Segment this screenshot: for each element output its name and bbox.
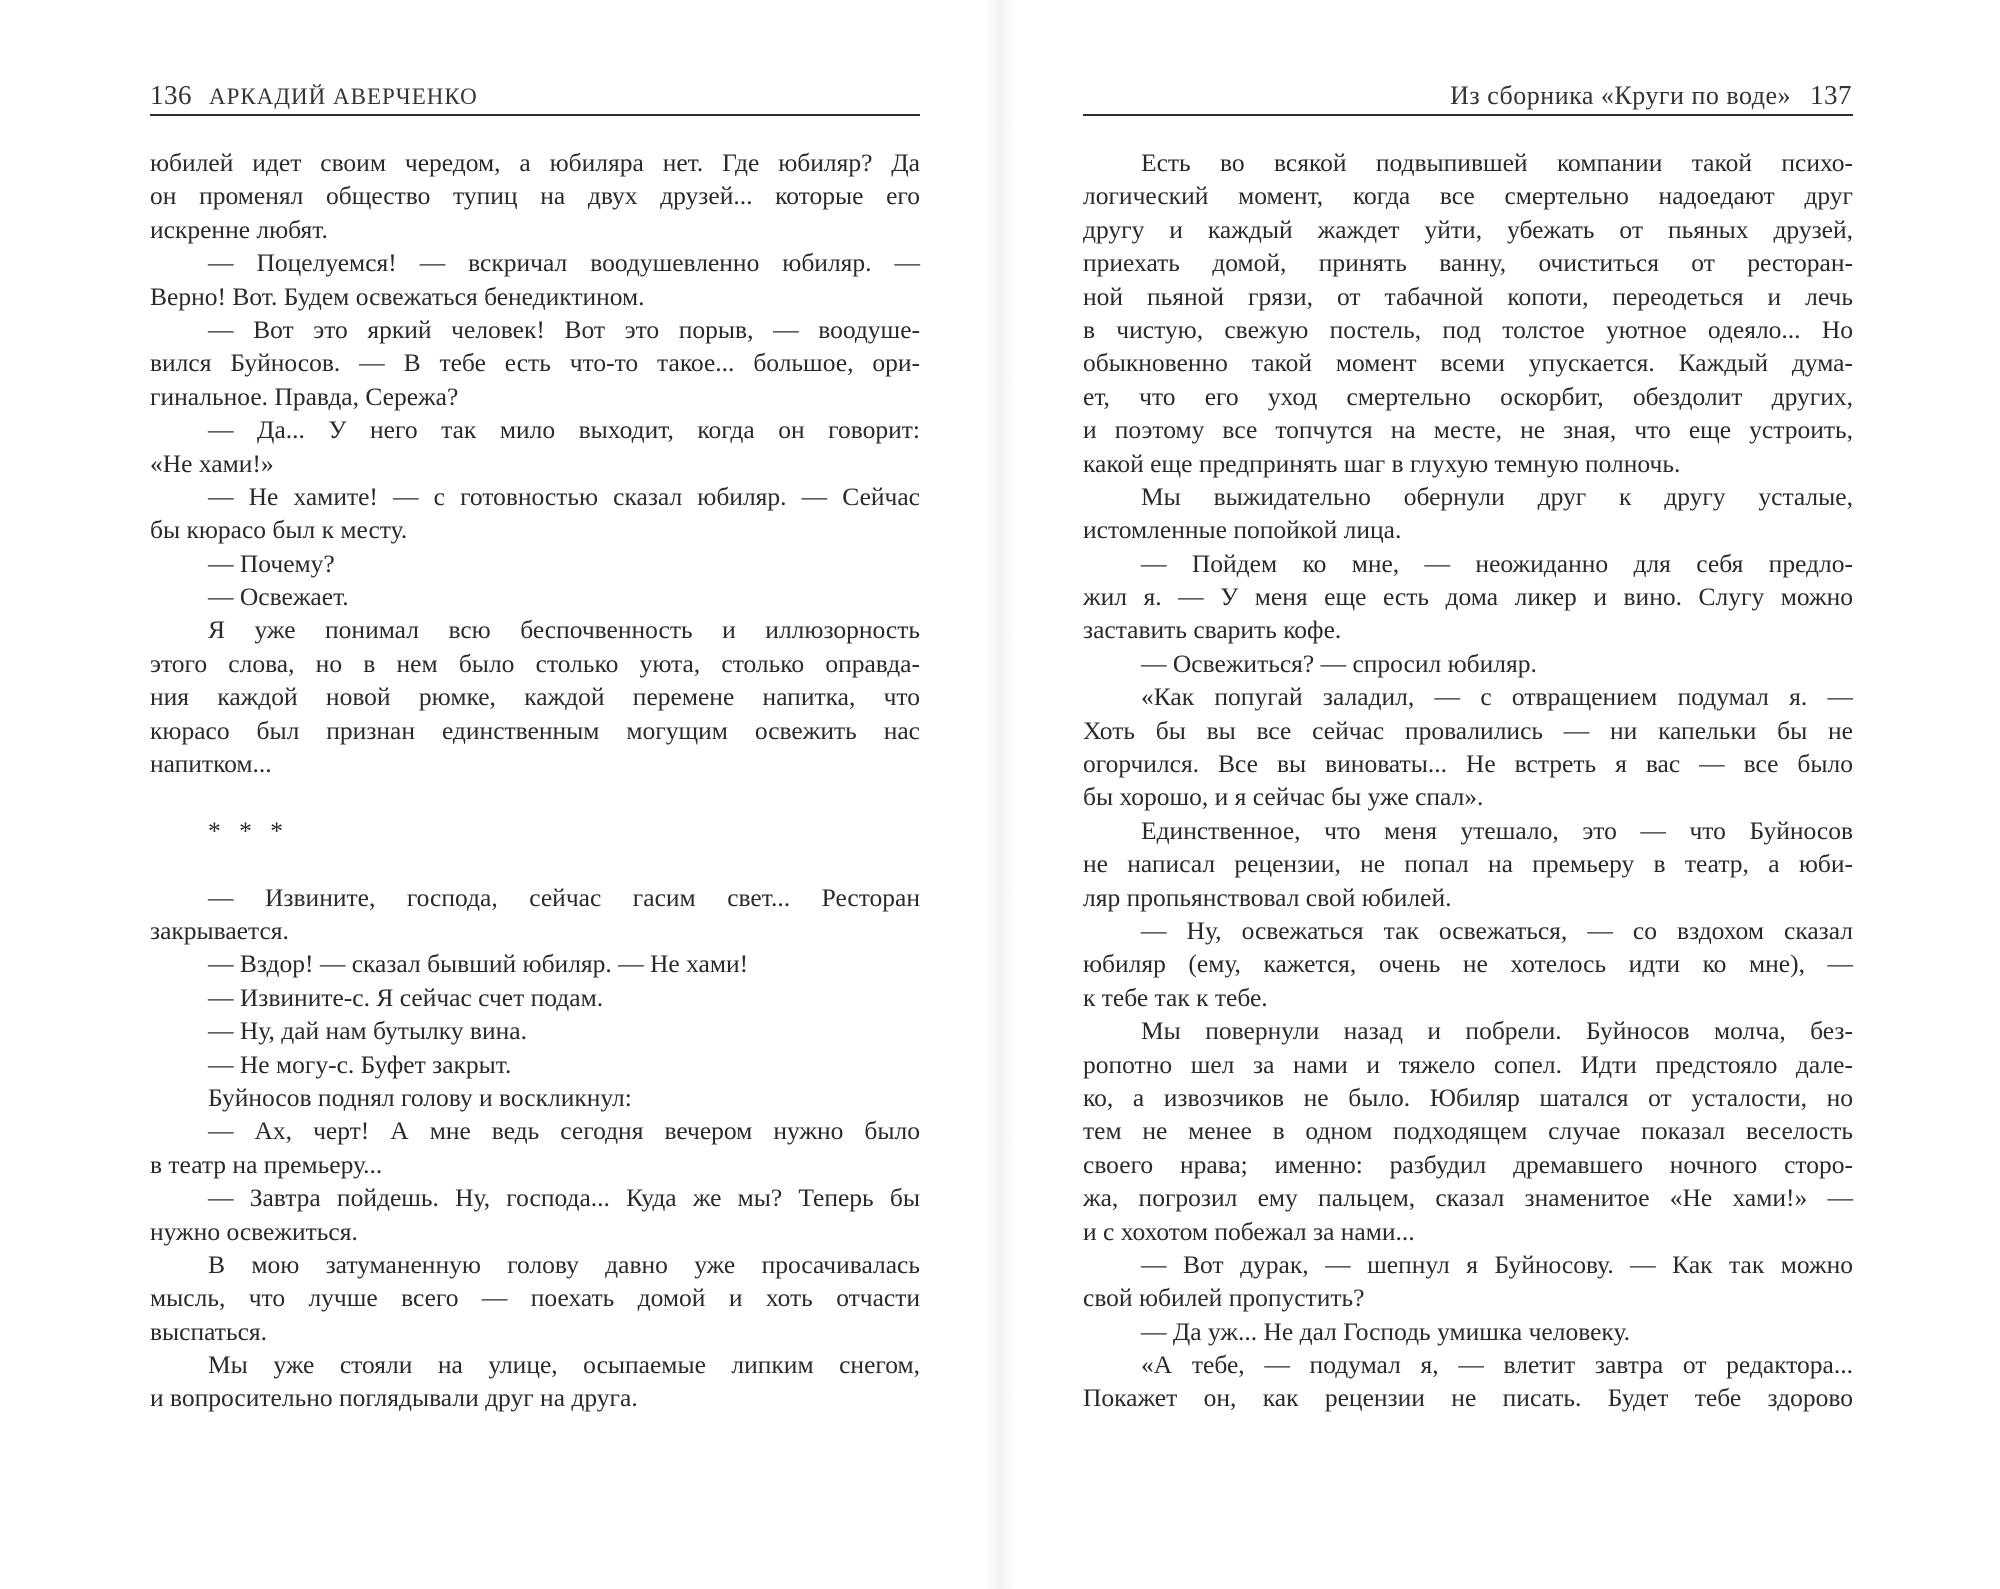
text-line: — Поцелуемся! — вскричал воодушевленно юбиляр. — [208,248,920,278]
page-text [150,146,920,1415]
right-page [1000,0,2000,1589]
text-line: Есть во всякой подвыпившей компании такой психо- [1141,148,1853,177]
text-line: Хоть бы вы все сейчас провалились — ни капельки бы не [1083,715,1853,745]
text-line: юбиляр (ему, кажется, очень не хотелось идти ко мне), — [1083,949,1853,979]
text-line: Мы уже стояли на улице, осыпаемые липким снегом, [208,1350,920,1380]
text-line: в театр на премьеру... [150,1149,383,1179]
text-line: он променял общество тупиц на двух друзей... которые его [150,181,920,211]
text-line: ет, что его уход смертельно оскорбит, обездолит других, [1083,381,1853,411]
text-line: ко, а извозчиков не было. Юбиляр шатался от усталости, но [1083,1082,1853,1112]
text-line: этого слова, но в нем было столько уюта, столько оправда- [150,648,920,678]
text-line: — Не хамите! — с готовностью сказал юбиляр. — Сейчас [208,481,920,511]
text-line: — Не могу-с. Буфет закрыт. [208,1049,512,1079]
text-line: мысль, что лучше всего — поехать домой и хоть отчасти [150,1283,920,1313]
text-line: и вопросительно поглядывали друг на друга. [150,1383,638,1413]
text-line: закрывается. [150,915,289,945]
text-line: искренне любят. [150,214,328,244]
text-line: нужно освежиться. [150,1216,358,1246]
text-line: — Вот это яркий человек! Вот это порыв, — воодуше- [208,314,920,344]
text-line: какой еще предпринять шаг в глухую темную полночь. [1083,448,1681,478]
text-line: жа, погрозил ему пальцем, сказал знаменитое «Не хами!» — [1083,1183,1853,1213]
text-line: ния каждой новой рюмке, каждой перемене напитка, что [150,682,920,712]
text-line: к тебе так к тебе. [1083,982,1268,1012]
text-line: свой юбилей пропустить? [1083,1283,1365,1313]
text-line: Покажет он, как рецензии не писать. Будет тебе здорово [1083,1383,1853,1413]
text-line: — Да уж... Не дал Господь умишка человеку. [1141,1316,1631,1346]
running-head-title: Из сборника «Круги по воде» [1450,81,1791,110]
text-line: ляр пропьянствовал свой юбилей. [1083,882,1452,912]
text-line: — Да... У него так мило выходит, когда он говорит: [208,415,920,445]
text-line: выспаться. [150,1316,267,1346]
text-line: — Ах, черт! А мне ведь сегодня вечером нужно было [208,1116,920,1146]
text-line: — Пойдем ко мне, — неожиданно для себя предло- [1141,548,1853,578]
text-line: Я уже понимал всю беспочвенность и иллюзорность [208,615,920,645]
text-line: «А тебе, — подумал я, — влетит завтра от редактора... [1141,1350,1853,1380]
text-line: В мою затуманенную голову давно уже просачивалась [208,1249,920,1279]
text-line: заставить сварить кофе. [1083,615,1342,645]
text-line: и с хохотом побежал за нами... [1083,1216,1415,1246]
running-head-right [1000,80,1852,111]
page-number: 136 [150,80,192,110]
running-head-left [150,80,478,111]
text-line: — Почему? [208,548,335,578]
text-line: Мы выжидательно обернули друг к другу усталые, [1141,481,1853,511]
text-line: Мы повернули назад и побрели. Буйносов молча, без- [1141,1016,1853,1046]
text-line: юбилей идет своим чередом, а юбиляра нет. Где юбиляр? Да [150,148,920,177]
text-line: «Не хами!» [150,448,274,478]
text-line: кюрасо был признан единственным могущим освежить нас [150,715,920,745]
text-line: обыкновенно такой момент всеми упускается. Каждый дума- [1083,348,1853,378]
text-line: — Завтра пойдешь. Ну, господа... Куда же мы? Теперь бы [208,1183,920,1213]
text-line: бы кюрасо был к месту. [150,515,408,545]
text-line: — Вот дурак, — шепнул я Буйносову. — Как так можно [1141,1249,1853,1279]
text-line: в чистую, свежую постель, под толстое уютное одеяло... Но [1083,314,1853,344]
text-line: — Извините-с. Я сейчас счет подам. [208,982,604,1012]
text-line: жил я. — У меня еще есть дома ликер и вино. Слугу можно [1083,582,1853,612]
text-line: бы хорошо, и я сейчас бы уже спал». [1083,782,1484,812]
text-line: «Как попугай заладил, — с отвращением подумал я. — [1141,682,1853,712]
running-head-title: АРКАДИЙ АВЕРЧЕНКО [209,84,478,109]
text-line: не написал рецензии, не попал на премьеру в театр, а юби- [1083,849,1853,879]
text-line: приехать домой, принять ванну, очиститься от ресторан- [1083,248,1853,278]
text-line [150,847,920,880]
text-line: своего нрава; именно: разбудил дремавшего ночного сторо- [1083,1149,1853,1179]
text-line: гинальное. Правда, Сережа? [150,381,459,411]
text-line: другу и каждый жаждет уйти, убежать от пьяных друзей, [1083,214,1853,244]
text-line: — Освежает. [208,582,349,612]
text-line: логический момент, когда все смертельно надоедают друг [1083,181,1853,211]
text-line: напитком... [150,749,272,779]
text-line [150,780,920,813]
text-line: — Вздор! — сказал бывший юбиляр. — Не хами! [208,949,749,979]
section-divider: * * * [208,815,289,845]
text-line: тем не менее в одном подходящем случае показал веселость [1083,1116,1853,1146]
page-text [1083,146,1853,1415]
text-line: ропотно шел за нами и тяжело сопел. Идти предстояло дале- [1083,1049,1853,1079]
page-number: 137 [1810,80,1852,110]
text-line: истомленные попойкой лица. [1083,515,1402,545]
header-rule [1083,114,1853,116]
text-line: огорчился. Все вы виноваты... Не встреть я вас — все было [1083,749,1853,779]
text-line: вился Буйносов. — В тебе есть что-то такое... большое, ори- [150,348,920,378]
header-rule [150,114,920,116]
text-line: Единственное, что меня утешало, это — что Буйносов [1141,815,1853,845]
text-line: — Освежиться? — спросил юбиляр. [1141,648,1537,678]
text-line: — Ну, дай нам бутылку вина. [208,1016,527,1046]
text-line: — Ну, освежаться так освежаться, — со вздохом сказал [1141,915,1853,945]
text-line: Верно! Вот. Будем освежаться бенедиктином. [150,281,645,311]
text-line: Буйносов поднял голову и воскликнул: [208,1082,632,1112]
text-line: ной пьяной грязи, от табачной копоти, переодеться и лечь [1083,281,1853,311]
text-line: и поэтому все топчутся на месте, не зная, что еще устроить, [1083,415,1853,445]
text-line: — Извините, господа, сейчас гасим свет... Ресторан [208,882,920,912]
